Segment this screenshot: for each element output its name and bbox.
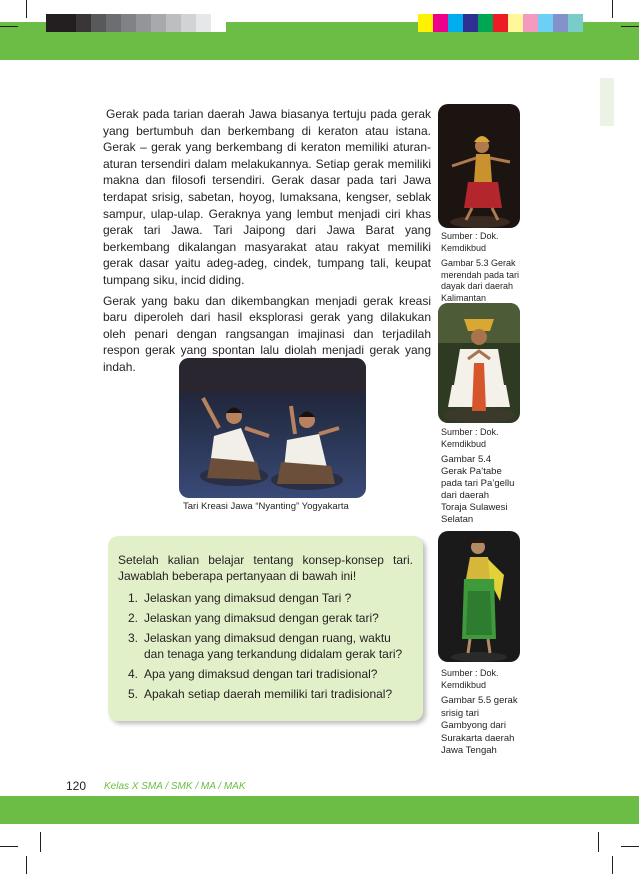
- color-swatch: [196, 14, 211, 32]
- figure-caption: Gambar 5.4 Gerak Pa’tabe pada tari Pa’gellu dari daerah Toraja Sulawesi Selatan: [441, 454, 515, 525]
- question-number: 5.: [127, 687, 138, 701]
- dance-photo-nyanting: [179, 358, 366, 498]
- question-number: 4.: [127, 667, 138, 681]
- color-swatch: [106, 14, 121, 32]
- crop-mark: [26, 856, 27, 874]
- color-swatch: [136, 14, 151, 32]
- question-item: [118, 590, 413, 606]
- color-swatch: [76, 14, 91, 32]
- question-list: [118, 590, 413, 702]
- center-photo-caption: Tari Kreasi Jawa “Nyanting” Yogyakarta: [183, 501, 349, 512]
- color-bar-left: [46, 14, 226, 32]
- color-swatch: [121, 14, 136, 32]
- color-swatch: [418, 14, 433, 32]
- question-number: 1.: [127, 591, 138, 605]
- question-text: Jelaskan yang dimaksud dengan gerak tari?: [144, 611, 379, 625]
- color-swatch: [463, 14, 478, 32]
- pagellu-dancer-illustration: [438, 303, 520, 423]
- color-swatch: [151, 14, 166, 32]
- dance-photo-illustration: [179, 358, 366, 498]
- figure-source: Sumber : Dok. Kemdikbud: [441, 231, 499, 253]
- dance-photo-dayak: [438, 104, 520, 228]
- crop-mark: [0, 846, 18, 847]
- color-swatch: [61, 14, 76, 32]
- question-text: Jelaskan yang dimaksud dengan Tari ?: [144, 591, 352, 605]
- crop-mark: [40, 832, 41, 852]
- dayak-dancer-illustration: [438, 104, 520, 228]
- question-item: [118, 666, 413, 682]
- crop-mark: [612, 0, 613, 18]
- color-swatch: [433, 14, 448, 32]
- gambyong-dancer-illustration: [438, 531, 520, 662]
- color-swatch: [448, 14, 463, 32]
- color-swatch: [91, 14, 106, 32]
- color-swatch: [508, 14, 523, 32]
- crop-mark: [0, 26, 18, 27]
- color-swatch: [478, 14, 493, 32]
- color-bar-right: [418, 14, 583, 32]
- question-number: 2.: [127, 611, 138, 625]
- figure-source: Sumber : Dok. Kemdikbud: [441, 668, 499, 690]
- color-swatch: [166, 14, 181, 32]
- dance-photo-gambyong: [438, 531, 520, 662]
- paragraph: Gerak yang baku dan dikembangkan menjadi gerak kreasi baru diperoleh dari hasil eksplorasi gerak yang dilakukan oleh penari dengan rangsangan imajinasi dan terjadilah respon gerak yang spontan lalu diolah menjadi gerak yang indah.: [103, 293, 431, 374]
- footer-strip: [0, 778, 639, 796]
- crop-mark: [621, 26, 639, 27]
- question-item: [118, 686, 413, 702]
- crop-mark: [26, 0, 27, 18]
- question-text: Apakah setiap daerah memiliki tari tradisional?: [144, 687, 393, 701]
- color-swatch: [538, 14, 553, 32]
- crop-mark: [612, 856, 613, 874]
- color-swatch: [553, 14, 568, 32]
- question-text: Jelaskan yang dimaksud dengan ruang, waktu dan tenaga yang terkandung didalam gerak tari?: [144, 631, 403, 661]
- color-swatch: [568, 14, 583, 32]
- question-number: 3.: [127, 631, 138, 645]
- figure-source: Sumber : Dok. Kemdikbud: [441, 427, 499, 449]
- paragraph: Gerak pada tarian daerah Jawa biasanya tertuju pada gerak yang bertumbuh dan berkembang di keraton atau istana. Gerak – gerak yang berkembang di keraton memiliki aturan-aturan tersendiri dalam melakukannya. Setiap gerak memiliki makna dan filosofi tersendiri. Gerak dasar pada tari Jawa terdapat srisig, sabetan, hoyog, lumaksana, kengser, seblak sampur, ulap-ulap. Geraknya yang lembut menjadi ciri khas gerak tari Jawa. Tari Jaipong dari Jawa Barat yang berkembang dikalangan masyarakat atau rakyat memiliki gerak dasar yaitu adeg-adeg, cindek, tumpang tali, keupat tumpang siku, incid diding.: [103, 107, 431, 287]
- question-text: Apa yang dimaksud dengan tari tradisional?: [144, 667, 378, 681]
- color-swatch: [211, 14, 226, 32]
- exercise-callout: [108, 536, 423, 721]
- crop-mark: [598, 832, 599, 852]
- chapter-tab: [600, 78, 614, 126]
- page-number: 120: [66, 779, 87, 793]
- color-swatch: [181, 14, 196, 32]
- dance-photo-pagellu: [438, 303, 520, 423]
- callout-intro: Setelah kalian belajar tentang konsep-konsep tari. Jawablah beberapa pertanyaan di bawah ini!: [118, 553, 413, 583]
- crop-mark: [621, 846, 639, 847]
- main-text-column: [103, 106, 431, 376]
- color-swatch: [46, 14, 61, 32]
- book-title: Kelas X SMA / SMK / MA / MAK: [104, 781, 246, 792]
- figure-caption: Gambar 5.5 gerak srisig tari Gambyong dari Surakarta daerah Jawa Tengah: [441, 695, 518, 756]
- figure-caption: Gambar 5.3 Gerak merendah pada tari dayak dari daerah Kalimantan: [441, 258, 520, 303]
- color-swatch: [523, 14, 538, 32]
- question-item: [118, 610, 413, 626]
- color-swatch: [493, 14, 508, 32]
- question-item: [118, 630, 413, 662]
